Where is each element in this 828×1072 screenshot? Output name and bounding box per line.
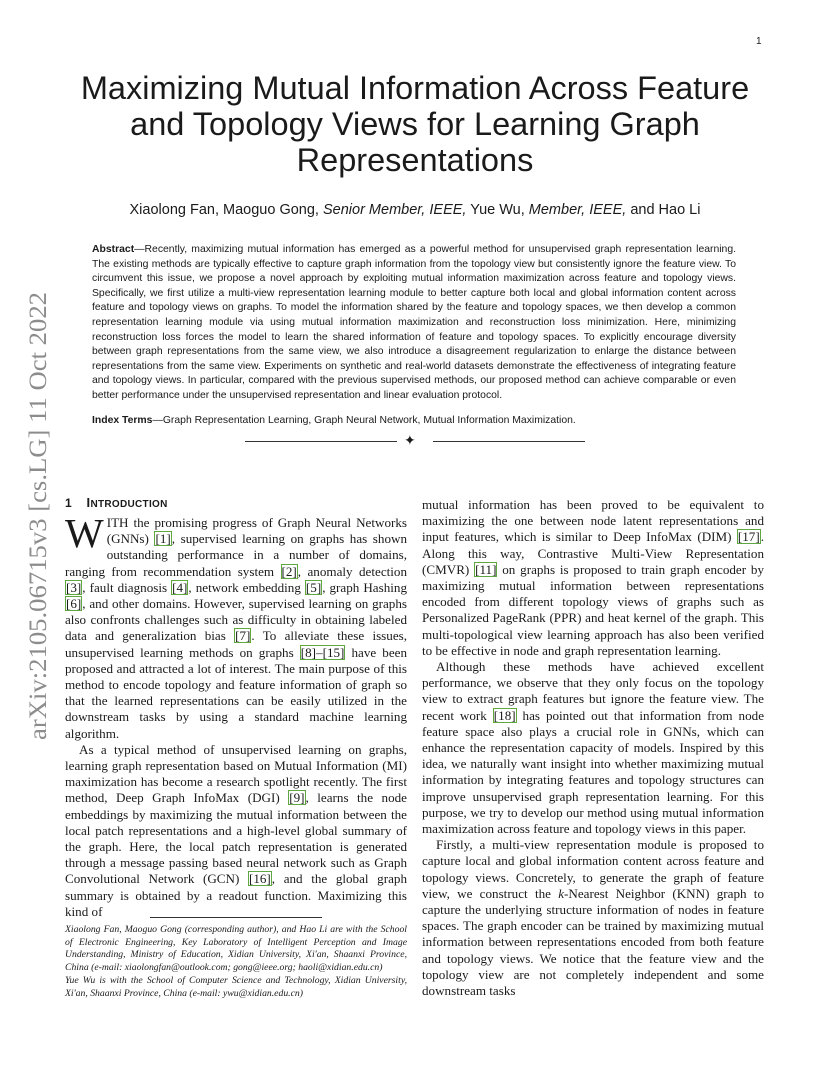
citation-link[interactable]: [4] xyxy=(172,579,188,595)
text-run: , network embedding xyxy=(188,579,305,595)
divider-line-right xyxy=(433,441,585,442)
author-role-1: Senior Member, IEEE, xyxy=(322,202,467,218)
author-list xyxy=(60,202,770,218)
drop-cap: W xyxy=(65,510,104,556)
citation-link[interactable]: [6] xyxy=(66,596,82,612)
text-run: , supervised learning on graphs has shown outstanding performance in a number of domains, ranging from recommendation system xyxy=(65,531,407,579)
text-run: has pointed out that information from node feature space also plays a crucial role in GNNs, which can enhance the representation capacity of models. Inspired by this idea, we naturally want insight into whether maximizing mutual information by integrating features and topology structures can improve unsupervised graph representation learning. For this purpose, we try to develop our method using mutual information maximization across feature and topology views in this paper. xyxy=(422,707,765,837)
citation-link[interactable]: [7] xyxy=(235,628,251,644)
footnote-rule xyxy=(150,917,322,918)
intro-paragraph-4 xyxy=(422,659,764,837)
divider-ornament-icon: ✦ xyxy=(404,432,416,448)
text-run: . To alleviate these issues, unsupervised learning methods on graphs xyxy=(65,628,407,660)
citation-link[interactable]: [1] xyxy=(155,531,171,547)
index-terms-label: Index Terms xyxy=(92,415,153,426)
citation-link[interactable]: [8]–[15] xyxy=(300,644,345,660)
text-run: As a typical method of unsupervised learning on graphs, learning graph representation based on Mutual Information (MI) maximization has become a research spotlight recently. The first method, Deep Graph InfoMax (DGI) xyxy=(65,741,407,806)
abstract xyxy=(92,243,736,404)
text-run: , learns the node embeddings by maximizing the mutual information between the local patch representations and a high-level global summary of the graph. Here, the local patch representation is generated through a message passing based neural network such as Graph Convolutional Network (GCN) xyxy=(65,790,407,887)
paper-title: Maximizing Mutual Information Across Feature and Topology Views for Learning Graph Representations xyxy=(80,70,750,178)
citation-link[interactable]: [3] xyxy=(66,579,82,595)
citation-link[interactable]: [9] xyxy=(289,790,305,806)
section-heading xyxy=(65,495,168,510)
intro-paragraph-2 xyxy=(65,742,407,920)
intro-paragraph-3 xyxy=(422,497,764,659)
intro-paragraph-5 xyxy=(422,837,764,999)
section-number: 1 xyxy=(65,496,72,510)
text-run: , fault diagnosis xyxy=(82,579,172,595)
author-names-2: Yue Wu, xyxy=(466,202,529,218)
page-number: 1 xyxy=(756,36,762,47)
index-terms-text: —Graph Representation Learning, Graph Neural Network, Mutual Information Maximization. xyxy=(152,415,576,426)
section-divider xyxy=(245,433,585,449)
text-run: , and other domains. However, supervised learning on graphs also confronts challenges such as difficulty in obtaining labeled data and generalization bias xyxy=(65,596,407,644)
footnote-affiliation-1: Xiaolong Fan, Maoguo Gong (corresponding author), and Hao Li are with the School of Electronic Engineering, Key Laboratory of Intelligent Perception and Image Understanding, Ministry of Education, Xidian University, Xi'an, Shaanxi Province, China (e-mail: xiaolongfan@outlook.com; gong@ieee.org; haoli@xidian.edu.cn) xyxy=(65,924,407,974)
citation-link[interactable]: [18] xyxy=(493,707,516,723)
text-run: Firstly, a multi-view representation module is proposed to capture local and global information content across feature and topology views. Concretely, to generate the graph of feature view, we construct the xyxy=(422,837,764,901)
text-run: ITH the promising progress of Graph Neural Networks (GNNs) xyxy=(106,515,407,547)
math-variable: k xyxy=(558,885,565,901)
section-title-initial: I xyxy=(86,495,91,510)
text-run: mutual information has been proved to be equivalent to maximizing the one between node latent representations and input features, which is similar to Deep InfoMax (DIM) xyxy=(422,497,764,545)
footnote-affiliation-2: Yue Wu is with the School of Computer Science and Technology, Xidian University, Xi'an, Shaanxi Province, China (e-mail: ywu@xidian.edu.cn) xyxy=(65,974,407,999)
abstract-label: Abstract xyxy=(92,244,135,255)
index-terms xyxy=(92,414,736,428)
author-role-2: Member, IEEE, xyxy=(528,202,627,218)
left-column xyxy=(65,510,407,920)
text-run: have been proposed and attracted a lot of interest. The main purpose of this method to encode topology and feature information of graph so that the learned representations can be easily utilized in the downstream tasks by using a standard machine learning algorithm. xyxy=(65,644,407,741)
text-run: , anomaly detection xyxy=(297,563,407,579)
divider-line-left xyxy=(245,441,397,442)
section-title-rest: NTRODUCTION xyxy=(90,499,168,510)
author-names-1: Xiaolong Fan, Maoguo Gong, xyxy=(129,202,323,218)
text-run: -Nearest Neighbor (KNN) graph to capture the underlying structure information of nodes in feature spaces. The graph encoder can be trained by maximizing mutual information between representations encoded from both feature and topology views. We notice that the feature view and the topology view are not completely independent and some downstream tasks xyxy=(422,885,764,999)
citation-link[interactable]: [2] xyxy=(281,563,297,579)
citation-link[interactable]: [16] xyxy=(248,871,271,887)
right-column xyxy=(422,497,764,999)
text-run: , and the global graph summary is obtained by a readout function. Maximizing this kind of xyxy=(65,871,407,919)
text-run: on graphs is proposed to train graph encoder by maximizing mutual information between representations encoded from different topology views of graphs such as Personalized PageRank (PPR) and heat kernel of the graph. This multi-topological view learning approach has also been verified to be effective in node and graph representation learning. xyxy=(422,561,764,658)
arxiv-stamp[interactable] xyxy=(18,290,54,740)
citation-link[interactable]: [17] xyxy=(737,529,760,545)
abstract-text: —Recently, maximizing mutual information has emerged as a powerful method for unsupervised graph representation learning. The existing methods are typically effective to capture graph information from the topology view but consistently ignore the feature view. To circumvent this issue, we propose a novel approach by exploiting mutual information maximization across feature and topology views. Specifically, we first utilize a multi-view representation learning module to better capture both local and global information content across feature and topology views on graphs. To model the information shared by the feature and topology spaces, we then develop a common representation learning module via using mutual information maximization and reconstruction loss minimization. Here, minimizing reconstruction loss forces the model to learn the shared information of feature and topology spaces. To explicitly encourage diversity between graph representations from the same view, we also introduce a disagreement regularization to enlarge the distance between representations from the same view. Experiments on synthetic and real-world datasets demonstrate the effectiveness of integrating feature and topology views. In particular, compared with the previous supervised methods, our proposed method can achieve comparable or even better performance under the unsupervised representation and linear evaluation protocol. xyxy=(92,244,736,401)
arxiv-stamp-text: arXiv:2105.06715v3 [cs.LG] 11 Oct 2022 xyxy=(25,320,52,740)
citation-link[interactable]: [11] xyxy=(475,561,497,577)
footnotes xyxy=(65,924,407,1000)
citation-link[interactable]: [5] xyxy=(305,579,322,595)
text-run: , graph Hashing xyxy=(322,579,407,595)
text-run: . Along this way, Contrastive Multi-View Representation (CMVR) xyxy=(422,529,764,577)
intro-paragraph-1 xyxy=(65,510,407,742)
text-run: Although these methods have achieved excellent performance, we observe that they only focus on the topology view to extract graph features but ignore the feature view. The recent work xyxy=(422,659,764,723)
author-names-3: and Hao Li xyxy=(626,202,701,218)
